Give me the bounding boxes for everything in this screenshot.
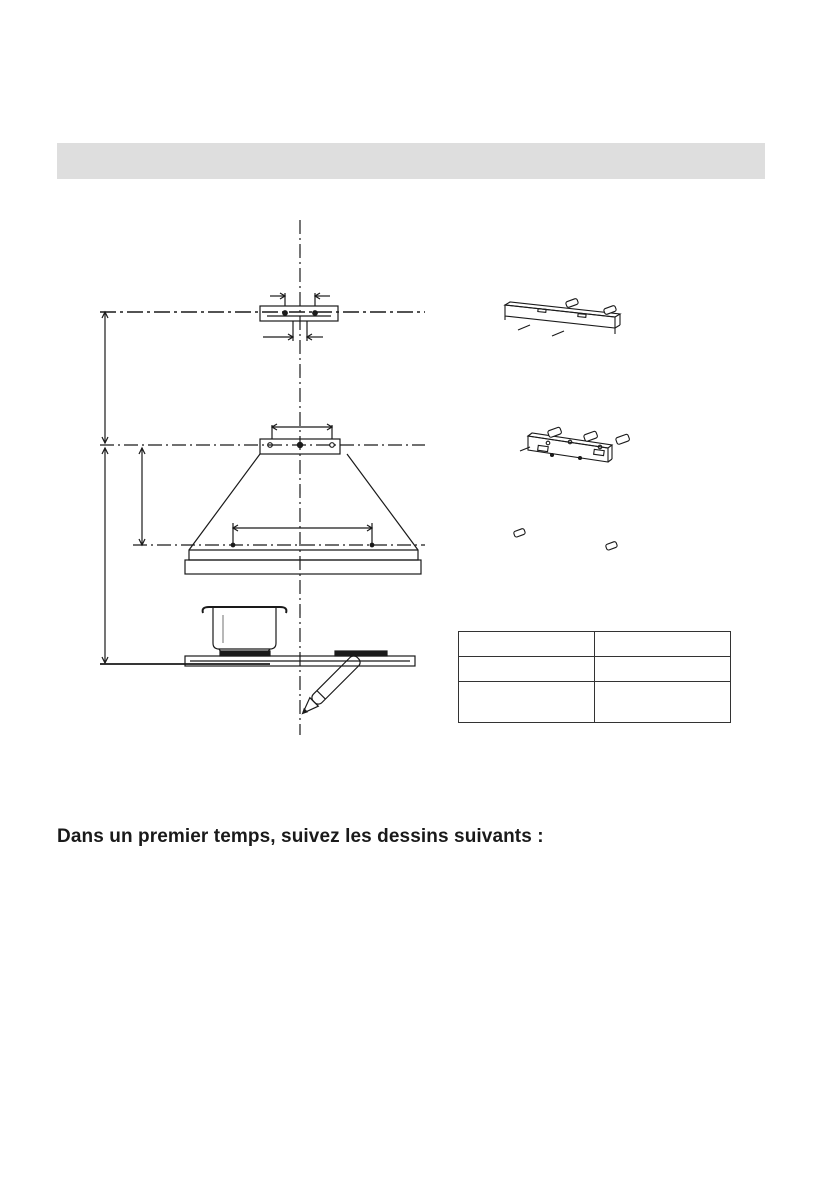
loose-screws [513,528,617,550]
table-row [459,657,731,682]
table-row [459,632,731,657]
section-header-bar [57,143,765,179]
spec-table [458,631,731,723]
table-cell [459,682,595,723]
hood-base-panel [185,560,421,574]
hood-body [189,454,418,560]
wall-plug-icon [518,298,617,336]
table-cell [595,682,731,723]
long-bracket [505,302,620,334]
mounting-parts-illustration [490,290,650,570]
pencil-icon [299,654,363,718]
mounting-plate [528,433,612,462]
installation-diagram [95,215,435,740]
table-cell [595,657,731,682]
table-cell [459,657,595,682]
top-bracket [260,306,338,321]
instruction-heading: Dans un premier temps, suivez les dessins suivants : [57,826,544,847]
table-cell [459,632,595,657]
table-cell [595,632,731,657]
table-row [459,682,731,723]
